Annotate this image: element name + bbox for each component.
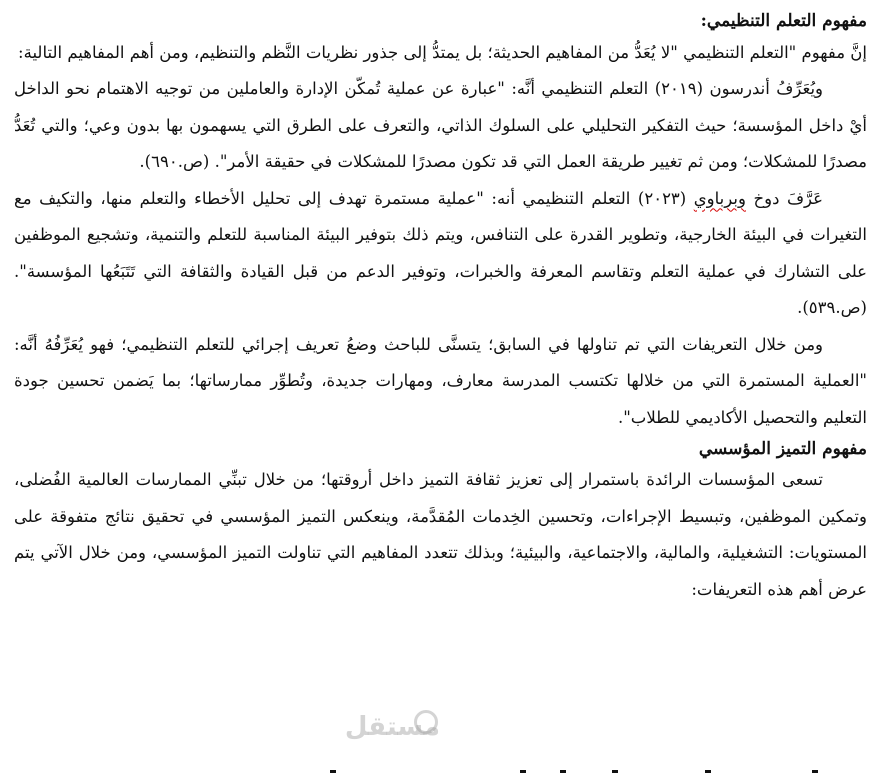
watermark-text: مستقل xyxy=(344,712,440,742)
misspelled-word: وبرباوي xyxy=(693,188,746,208)
def2-pre: عَرَّفَ دوخ xyxy=(745,188,823,208)
excellence-paragraph: تسعى المؤسسات الرائدة باستمرار إلى تعزيز ثقافة التميز داخل أروقتها؛ من خلال تبنِّي الممارسات العالمية الفُضلى، وتمكين الموظفين، وتبسيط الإجراءات، وتحسين الخِدمات المُقدَّمة، وينعكس التميز المؤسسي في تحقيق نتائج متفوقة على المستويات: التشغيلية، والمالية، والاجتماعية، والبيئية؛ وبذلك تتعدد المفاهيم التي تناولت التميز المؤسسي، ومن خلال الآتي يتم عرض أهم هذه التعريفات: xyxy=(14,470,867,599)
definition-dokh xyxy=(14,181,867,327)
heading-organizational-learning: مفهوم التعلم التنظيمي: xyxy=(700,11,867,31)
definition-anderson: ويُعَرِّفُ أندرسون (٢٠١٩) التعلم التنظيمي أنَّه: "عبارة عن عملية تُمكّن الإدارة والعاملين من توجيه الاهتمام نحو الداخل أيْ داخل المؤسسة؛ حيث التفكير التحليلي على السلوك الذاتي، والتعرف على الطرق التي يسهمون بها بدون وعي؛ والتي تُعَدُّ مصدرًا للمشكلات؛ ومن ثم تغيير طريقة العمل التي قد تكون مصدرًا للمشكلات في حقيقة الأمر". (ص.٦٩٠). xyxy=(14,79,867,171)
intro-paragraph: إنَّ مفهوم "التعلم التنظيمي "لا يُعَدُّ من المفاهيم الحديثة؛ بل يمتدُّ إلى جذور نظريات النَّظم والتنظيم، ومن أهم المفاهيم التالية: xyxy=(18,43,867,62)
next-line-cutoff xyxy=(0,768,883,776)
definition-operational: ومن خلال التعريفات التي تم تناولها في السابق؛ يتسنَّى للباحث وضعُ تعريف إجرائي للتعلم التنظيمي؛ فهو يُعَرِّفُهُ أنَّه: "العملية المستمرة التي من خلالها تكتسب المدرسة معارف، ومهارات جديدة، وتُطوِّر ممارساتها؛ بما يَضمن تحسين جودة التعليم والتحصيل الأكاديمي للطلاب". xyxy=(14,334,867,427)
heading-institutional-excellence: مفهوم التميز المؤسسي xyxy=(698,439,867,459)
def2-post: (٢٠٢٣) التعلم التنظيمي أنه: "عملية مستمرة تهدف إلى تحليل الأخطاء والتعلم منها، والتكيف مع التغيرات في البيئة الخارجية، وتطوير القدرة على التنافس، ويتم ذلك بتوفير البيئة المناسبة للتعلم والتنمية، وتشجيع الموظفين على التشارك في عملية التعلم وتقاسم المعرفة والخبرات، وتوفير الدعم من قبل القيادة والثقافة التي تَتَبَعُها المؤسسة". (ص.٥٣٩). xyxy=(14,188,867,317)
